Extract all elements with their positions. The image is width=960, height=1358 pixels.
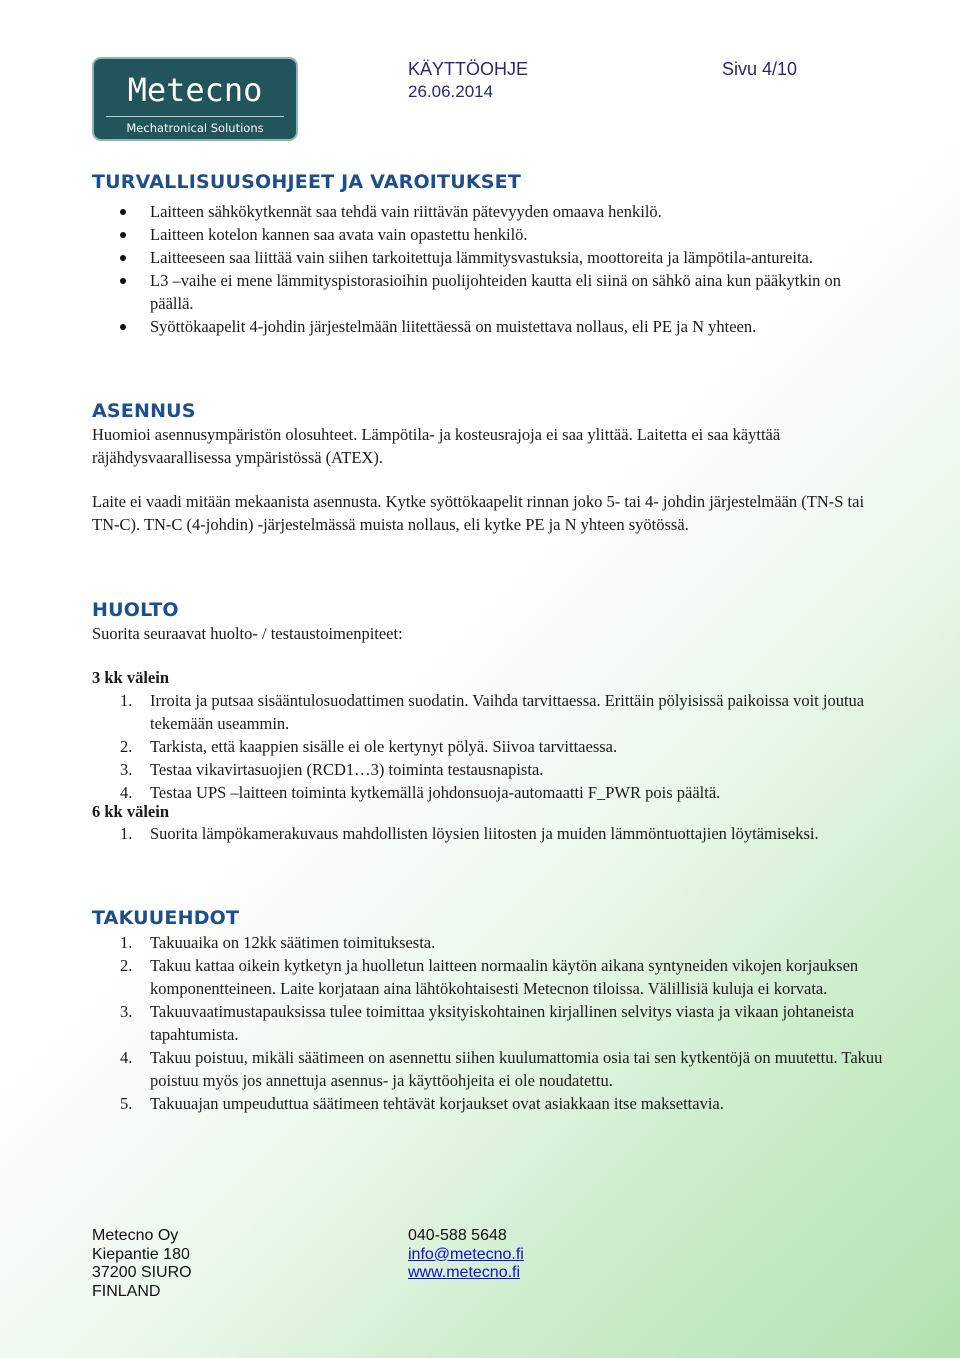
item-text: Takuuajan umpeuduttua säätimeen tehtävät korjaukset ovat asiakkaan itse maksettavia. <box>150 1094 724 1113</box>
list-item <box>92 954 902 1000</box>
safety-item: Laitteeseen saa liittää vain siihen tarkoitettuja lämmitysvastuksia, moottoreita ja lämpötila-antureita. <box>150 246 880 269</box>
warranty-list <box>92 931 902 1115</box>
item-text: Testaa vikavirtasuojien (RCD1…3) toiminta testausnapista. <box>150 760 544 779</box>
item-number: 1. <box>120 824 133 843</box>
company-logo <box>92 57 298 141</box>
list-item <box>92 1046 902 1092</box>
item-text: Takuu poistuu, mikäli säätimeen on asennettu siihen kuulumattomia osia tai sen kytkentöjä on muutettu. Takuu poistuu myös jos annettuja asennus- ja käyttöohjeita ei ole noudatettu. <box>150 1048 883 1090</box>
install-paragraph-2: Laite ei vaadi mitään mekaanista asennusta. Kytke syöttökaapelit rinnan joko 5- tai 4- johdin järjestelmään (TN-S tai TN-C). TN-C (4-johdin) -järjestelmässä muista nollaus, eli kytke PE ja N yhteen syötössä. <box>92 492 865 534</box>
logo-tagline: Mechatronical Solutions <box>126 121 264 135</box>
item-number: 3. <box>120 1002 133 1021</box>
item-number: 2. <box>120 956 133 975</box>
service-3-month-title: 3 kk välein <box>92 668 170 687</box>
footer-contact <box>408 1227 524 1283</box>
safety-item: L3 –vaihe ei mene lämmityspistorasioihin puolijohteiden kautta eli siinä on sähkö aina kun pääkytkin on päällä. <box>150 269 880 315</box>
item-text: Takuuaika on 12kk säätimen toimituksesta. <box>150 933 436 952</box>
item-number: 4. <box>120 783 133 802</box>
service-6-month-list <box>92 822 872 845</box>
footer-country: FINLAND <box>92 1282 161 1300</box>
item-text: Takuuvaatimustapauksissa tulee toimittaa yksityiskohtainen kirjallinen selvitys viasta ja vikaan johtaneista tapahtumista. <box>150 1002 855 1044</box>
item-number: 2. <box>120 737 133 756</box>
install-heading: ASENNUS <box>92 400 196 422</box>
list-item <box>92 758 872 781</box>
safety-heading: TURVALLISUUSOHJEET JA VAROITUKSET <box>92 171 521 193</box>
item-text: Tarkista, että kaappien sisälle ei ole kertynyt pölyä. Siivoa tarvittaessa. <box>150 737 618 756</box>
list-item <box>92 781 872 804</box>
safety-item: Syöttökaapelit 4-johdin järjestelmään liitettäessä on muistettava nollaus, eli PE ja N yhteen. <box>150 315 880 338</box>
safety-item: Laitteen sähkökytkennät saa tehdä vain riittävän pätevyyden omaava henkilö. <box>150 200 880 223</box>
service-intro: Suorita seuraavat huolto- / testaustoimenpiteet: <box>92 624 403 643</box>
footer-web-link[interactable]: www.metecno.fi <box>408 1264 521 1281</box>
list-item <box>92 1092 902 1115</box>
install-paragraph-1: Huomioi asennusympäristön olosuhteet. Lämpötila- ja kosteusrajoja ei saa ylittää. Laitetta ei saa käyttää räjähdysvaarallisessa ympäristössä (ATEX). <box>92 425 781 467</box>
item-text: Irroita ja putsaa sisääntulosuodattimen suodatin. Vaihda tarvittaessa. Erittäin pölyisissä paikoissa voit joutua tekemään useammin. <box>150 691 865 733</box>
list-item <box>92 735 872 758</box>
safety-item: Laitteen kotelon kannen saa avata vain opastettu henkilö. <box>150 223 880 246</box>
list-item <box>92 822 872 845</box>
page-number: Sivu 4/10 <box>722 59 798 79</box>
item-text: Takuu kattaa oikein kytketyn ja huolletun laitteen normaalin käytön aikana syntyneiden vikojen korjauksen komponentteineen. Laite korjataan aina lähtökohtaisesti Metecnon tiloissa. Välillisiä kuluja ei korvata. <box>150 956 859 998</box>
item-text: Suorita lämpökamerakuvaus mahdollisten löysien liitosten ja muiden lämmöntuottajien löytämiseksi. <box>150 824 819 843</box>
item-text: Testaa UPS –laitteen toiminta kytkemällä johdonsuoja-automaatti F_PWR pois päältä. <box>150 783 721 802</box>
service-3-month-list <box>92 689 872 804</box>
item-number: 1. <box>120 933 133 952</box>
warranty-heading: TAKUUEHDOT <box>92 907 240 929</box>
service-6-month-title: 6 kk välein <box>92 802 170 821</box>
logo-divider <box>106 116 284 117</box>
footer-company: Metecno Oy <box>92 1227 179 1244</box>
footer-email-link[interactable]: info@metecno.fi <box>408 1245 524 1263</box>
list-item <box>92 931 902 954</box>
safety-list <box>150 200 880 338</box>
list-item <box>92 689 872 735</box>
item-number: 1. <box>120 691 133 710</box>
list-item <box>92 1000 902 1046</box>
logo-name: Metecno <box>127 71 263 109</box>
document-date: 26.06.2014 <box>408 82 494 101</box>
footer-city: 37200 SIURO <box>92 1264 192 1281</box>
item-number: 5. <box>120 1094 133 1113</box>
item-number: 3. <box>120 760 133 779</box>
item-number: 4. <box>120 1048 133 1067</box>
footer-street: Kiepantie 180 <box>92 1245 190 1263</box>
footer-address <box>92 1227 192 1301</box>
footer-phone: 040-588 5648 <box>408 1227 507 1244</box>
service-heading: HUOLTO <box>92 599 179 621</box>
document-type: KÄYTTÖOHJE <box>408 59 529 79</box>
